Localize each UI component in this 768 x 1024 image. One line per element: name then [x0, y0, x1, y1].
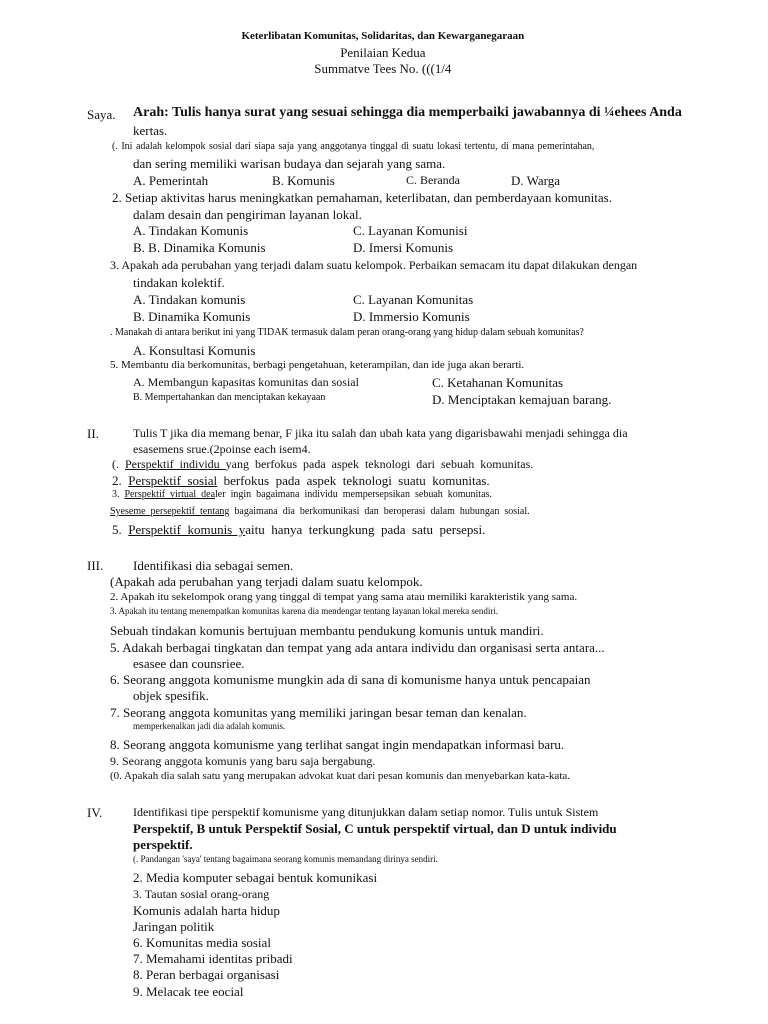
q3-option-a: A. Tindakan komunis — [133, 292, 246, 307]
q5-option-c: C. Ketahanan Komunitas — [432, 375, 564, 390]
tf-item-2-number: 2. — [112, 473, 129, 488]
q3-text: 3. Apakah ada perubahan yang terjadi dalam suatu kelompok. Perbaikan semacam itu dapat dilakukan dengan — [110, 258, 638, 272]
q2-text-cont: dalam desain dan pengiriman layanan lokal. — [133, 207, 362, 222]
q2-text: 2. Setiap aktivitas harus meningkatkan pemahaman, keterlibatan, dan pemberdayaan komunitas. — [112, 190, 612, 205]
q1-option-a: A. Pemerintah — [133, 173, 209, 188]
tf-item-1-number: (. — [112, 457, 125, 471]
q3-option-b: B. Dinamika Komunis — [133, 309, 251, 324]
section-4-instruction-bold-cont: perspektif. — [133, 837, 193, 852]
q1-text: (. Ini adalah kelompok sosial dari siapa saja yang anggotanya tinggal di suatu lokasi tertentu, di mana pemerintahan, — [112, 141, 595, 152]
section-2-numeral: II. — [87, 426, 99, 441]
q5-option-d: D. Menciptakan kemajuan barang. — [432, 392, 612, 407]
q1-option-c: C. Beranda — [406, 173, 460, 187]
identify-item-3: 3. Apakah itu tentang menempatkan komunitas karena dia mendengar tentang layanan lokal mereka sendiri. — [110, 606, 499, 616]
section-4-instruction: Identifikasi tipe perspektif komunisme yang ditunjukkan dalam setiap nomor. Tulis untuk Sistem — [133, 805, 599, 819]
tf-item-5-rest: aitu hanya terkungkung pada satu persepsi. — [245, 522, 486, 537]
identify-item-7-cont: memperkenalkan jadi dia adalah komunis. — [133, 721, 286, 731]
q1-option-d: D. Warga — [511, 173, 561, 188]
identify-item-9: 9. Seorang anggota komunis yang baru saja bergabung. — [110, 754, 376, 768]
tf-item-1-underlined: Perspektif individu — [125, 457, 226, 471]
section-2-instruction-cont: esasemens srue.(2poinse each isem4. — [133, 442, 311, 456]
perspective-item-6: 6. Komunitas media sosial — [133, 935, 271, 950]
q3-option-d: D. Immersio Komunis — [353, 309, 470, 324]
q1-text-cont: dan sering memiliki warisan budaya dan sejarah yang sama. — [133, 156, 446, 171]
section-2-instruction: Tulis T jika dia memang benar, F jika itu salah dan ubah kata yang digarisbawahi menjadi sehingga dia — [133, 426, 628, 440]
tf-item-5-underlined: Perspektif komunis y — [128, 522, 246, 537]
document-subtitle: Penilaian Kedua — [340, 45, 426, 60]
tf-item-1-rest: yang berfokus pada aspek teknologi dari sebuah komunitas. — [225, 457, 534, 471]
tf-item-5-number: 5. — [112, 522, 129, 537]
identify-item-8: 8. Seorang anggota komunisme yang terlihat sangat ingin mendapatkan informasi baru. — [110, 737, 565, 752]
section-1-instruction-cont: kertas. — [133, 123, 168, 138]
section-3-numeral: III. — [87, 558, 104, 573]
identify-item-5-cont: esasee dan counsriee. — [133, 656, 245, 671]
identify-item-6: 6. Seorang anggota komunisme mungkin ada di sana di komunisme hanya untuk pencapaian — [110, 672, 591, 687]
perspective-item-5: Jaringan politik — [133, 919, 215, 934]
tf-item-2-underlined: Perspektif sosial — [128, 473, 218, 488]
q3-option-c: C. Layanan Komunitas — [353, 292, 474, 307]
q3-text-cont: tindakan kolektif. — [133, 275, 225, 290]
perspective-item-4: Komunis adalah harta hidup — [133, 903, 280, 918]
identify-item-1: (Apakah ada perubahan yang terjadi dalam suatu kelompok. — [110, 574, 423, 589]
identify-item-10: (0. Apakah dia salah satu yang merupakan advokat kuat dari pesan komunis dan menyebarkan kata-kata. — [110, 770, 571, 782]
identify-item-7: 7. Seorang anggota komunitas yang memiliki jaringan besar teman dan kenalan. — [110, 705, 527, 720]
tf-item-4-rest: bagaimana dia berkomunikasi dan beroperasi dalam hubungan sosial. — [229, 506, 530, 517]
document-title: Keterlibatan Komunitas, Solidaritas, dan Kewarganegaraan — [241, 30, 525, 42]
q5-option-b: B. Mempertahankan dan menciptakan kekayaan — [133, 392, 326, 403]
q2-option-b: B. B. Dinamika Komunis — [133, 240, 266, 255]
test-number: Summatve Tees No. (((1/4 — [314, 61, 452, 76]
tf-item-4 — [110, 507, 530, 517]
perspective-item-1: (. Pandangan 'saya' tentang bagaimana seorang komunis memandang dirinya sendiri. — [133, 854, 438, 864]
q4-text: . Manakah di antara berikut ini yang TIDAK termasuk dalam peran orang-orang yang hidup dalam sebuah komunitas? — [110, 327, 584, 338]
q2-option-d: D. Imersi Komunis — [353, 240, 454, 255]
q1-option-b: B. Komunis — [272, 173, 335, 188]
q5-text: 5. Membantu dia berkomunitas, berbagi pengetahuan, keterampilan, dan ide juga akan berarti. — [110, 359, 525, 371]
identify-item-6-cont: objek spesifik. — [133, 688, 209, 703]
identify-item-2: 2. Apakah itu sekelompok orang yang tinggal di tempat yang sama atau memiliki karakteristik yang sama. — [110, 591, 578, 603]
tf-item-2 — [112, 474, 490, 487]
perspective-item-7: 7. Memahami identitas pribadi — [133, 951, 293, 966]
tf-item-3-rest: ler ingin bagaimana individu mempersepsikan sebuah komunitas. — [215, 489, 492, 500]
perspective-item-8: 8. Peran berbagai organisasi — [133, 967, 280, 982]
tf-item-3 — [112, 490, 492, 500]
identify-item-5: 5. Adakah berbagai tingkatan dan tempat yang ada antara individu dan organisasi serta antara... — [110, 640, 605, 655]
q5-option-a: A. Membangun kapasitas komunitas dan sosial — [133, 375, 359, 389]
q4-option-a: A. Konsultasi Komunis — [133, 343, 256, 358]
q2-option-a: A. Tindakan Komunis — [133, 223, 249, 238]
tf-item-5 — [112, 523, 485, 536]
perspective-item-9: 9. Melacak tee eocial — [133, 984, 244, 999]
tf-item-3-underlined: Perspektif virtual dea — [124, 489, 216, 500]
section-4-instruction-bold: Perspektif, B untuk Perspektif Sosial, C untuk perspektif virtual, dan D untuk individu — [133, 821, 617, 836]
perspective-item-3: 3. Tautan sosial orang-orang — [133, 887, 270, 901]
q2-option-c: C. Layanan Komunisi — [353, 223, 468, 238]
tf-item-4-underlined: Syeseme persepektif tentang — [110, 506, 230, 517]
section-3-instruction: Identifikasi dia sebagai semen. — [133, 558, 294, 573]
perspective-item-2: 2. Media komputer sebagai bentuk komunikasi — [133, 870, 378, 885]
section-1-instruction: Arah: Tulis hanya surat yang sesuai sehingga dia memperbaiki jawabannya di ¼ehees Anda — [133, 105, 682, 120]
tf-item-3-number: 3. — [112, 489, 125, 500]
identify-item-4: Sebuah tindakan komunis bertujuan membantu pendukung komunis untuk mandiri. — [110, 623, 544, 638]
tf-item-2-rest: berfokus pada aspek teknologi suatu komunitas. — [217, 473, 490, 488]
tf-item-1 — [112, 458, 533, 470]
section-1-numeral: Saya. — [87, 107, 116, 122]
section-4-numeral: IV. — [87, 805, 103, 820]
